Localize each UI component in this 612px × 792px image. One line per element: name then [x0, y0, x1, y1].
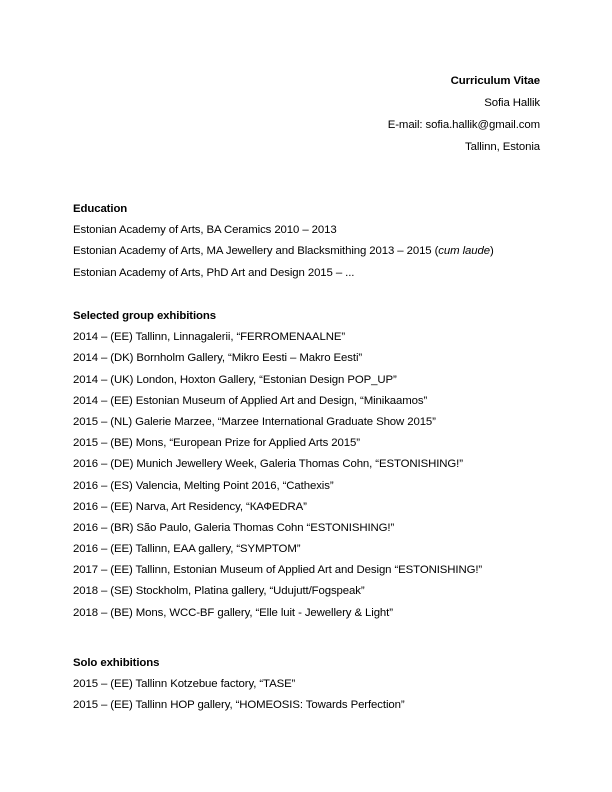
group-exhibition-item: 2016 – (ES) Valencia, Melting Point 2016, “Cathexis” — [73, 479, 334, 492]
document-title: Curriculum Vitae — [450, 75, 540, 87]
group-exhibition-item: 2014 – (DK) Bornholm Gallery, “Mikro Eesti – Makro Eesti” — [73, 352, 363, 365]
author-location: Tallinn, Estonia — [464, 141, 540, 153]
group-exhibition-item: 2015 – (NL) Galerie Marzee, “Marzee International Graduate Show 2015” — [73, 415, 436, 428]
solo-exhibition-item: 2015 – (EE) Tallinn Kotzebue factory, “TASE” — [73, 678, 296, 691]
group-exhibition-item: 2018 – (BE) Mons, WCC-BF gallery, “Elle luit - Jewellery & Light” — [73, 606, 393, 619]
section-heading-group-exhibitions: Selected group exhibitions — [73, 310, 216, 322]
group-exhibition-item: 2018 – (SE) Stockholm, Platina gallery, “Udujutt/Fogspeak” — [73, 585, 365, 598]
group-exhibition-item: 2016 – (BR) São Paulo, Galeria Thomas Cohn “ESTONISHING!” — [73, 521, 395, 534]
education-item-text: Estonian Academy of Arts, BA Ceramics 2010 – 2013 — [73, 224, 337, 237]
group-exhibition-item: 2016 – (EE) Tallinn, EAA gallery, “SYMPTOM” — [73, 543, 301, 556]
solo-exhibitions-section — [73, 653, 405, 717]
education-item-honors: cum laude — [438, 245, 490, 258]
group-exhibition-item: 2015 – (BE) Mons, “European Prize for Applied Arts 2015” — [73, 437, 360, 450]
group-exhibitions-section — [73, 306, 482, 624]
section-heading-education: Education — [73, 203, 128, 215]
author-email: E-mail: sofia.hallik@gmail.com — [387, 119, 540, 131]
author-name: Sofia Hallik — [484, 97, 540, 109]
group-exhibition-item: 2016 – (EE) Narva, Art Residency, “КАФEDRA” — [73, 500, 307, 513]
education-item-text: Estonian Academy of Arts, PhD Art and Design 2015 – ... — [73, 266, 355, 279]
education-section — [73, 199, 494, 284]
education-item-text: Estonian Academy of Arts, MA Jewellery and Blacksmithing 2013 – 2015 ( — [73, 245, 439, 258]
education-item — [73, 220, 494, 241]
group-exhibition-item: 2016 – (DE) Munich Jewellery Week, Galeria Thomas Cohn, “ESTONISHING!” — [73, 458, 463, 471]
solo-exhibition-item: 2015 – (EE) Tallinn HOP gallery, “HOMEOSIS: Towards Perfection” — [73, 699, 405, 712]
education-item — [73, 241, 494, 262]
group-exhibition-item: 2014 – (UK) London, Hoxton Gallery, “Estonian Design POP_UP” — [73, 373, 397, 386]
group-exhibition-item: 2014 – (EE) Tallinn, Linnagalerii, “FERROMENAALNE” — [73, 331, 346, 344]
section-heading-solo-exhibitions: Solo exhibitions — [73, 657, 160, 669]
group-exhibition-item: 2014 – (EE) Estonian Museum of Applied Art and Design, “Minikaamos” — [73, 394, 428, 407]
education-item — [73, 263, 494, 284]
education-item-suffix: ) — [489, 245, 494, 258]
cv-header — [388, 70, 540, 158]
group-exhibition-item: 2017 – (EE) Tallinn, Estonian Museum of Applied Art and Design “ESTONISHING!” — [73, 564, 483, 577]
